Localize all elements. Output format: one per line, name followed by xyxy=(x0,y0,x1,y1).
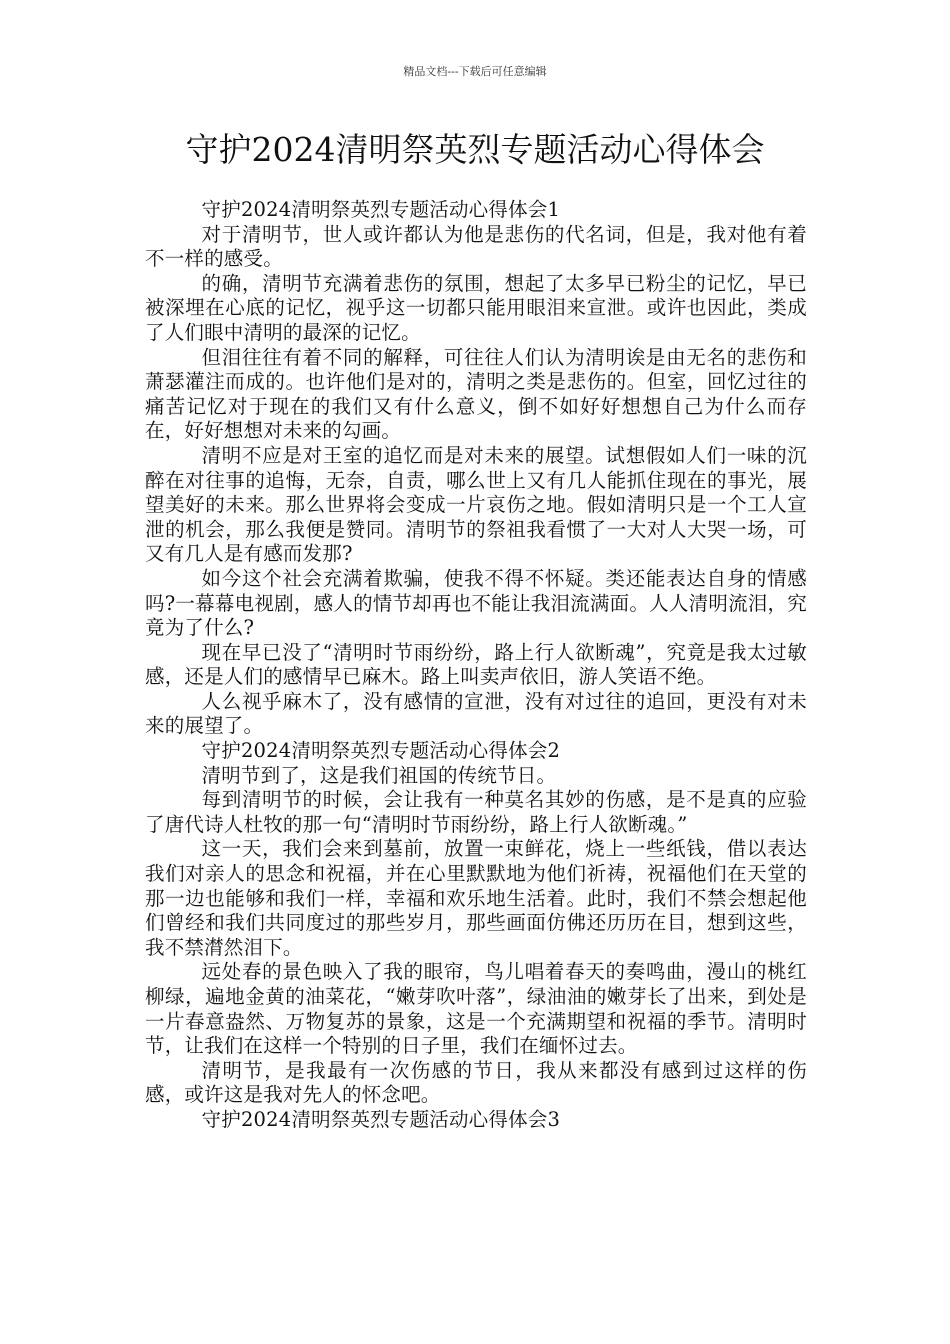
section-heading-1: 守护2024清明祭英烈专题活动心得体会1 xyxy=(201,198,561,221)
paragraph: 如今这个社会充满着欺骗，使我不得不怀疑。类还能表达自身的情感吗?一幕幕电视剧，感人的情节却再也不能让我泪流满面。人人清明流泪，究竟为了什么? xyxy=(145,566,807,640)
section-heading-2: 守护2024清明祭英烈专题活动心得体会2 xyxy=(201,739,561,763)
paragraph: 清明节到了，这是我们祖国的传统节日。 xyxy=(201,763,557,787)
paragraph: 人么视乎麻木了，没有感情的宣泄，没有对过往的追回，更没有对未来的展望了。 xyxy=(145,689,807,738)
paragraph: 清明不应是对王室的追忆而是对未来的展望。试想假如人们一味的沉醉在对往事的追悔，无奈，自责，哪么世上又有几人能抓住现在的事光，展望美好的未来。那么世界将会变成一片哀伤之地。假如清明只是一个工人宣泄的机会，那么我便是赞同。清明节的祭祖我看惯了一大对人大哭一场，可又有几人是有感而发那? xyxy=(145,443,807,566)
paragraph: 但泪往往有着不同的解释，可往往人们认为清明诶是由无名的悲伤和萧瑟灌注而成的。也许他们是对的，清明之类是悲伤的。但室，回忆过往的痛苦记忆对于现在的我们又有什么意义，倒不如好好想想自己为什么而存在，好好想想对未来的勾画。 xyxy=(145,345,807,443)
paragraph: 对于清明节，世人或许都认为他是悲伤的代名词，但是，我对他有着不一样的感受。 xyxy=(145,222,807,271)
section-heading-3: 守护2024清明祭英烈专题活动心得体会3 xyxy=(201,1107,561,1131)
paragraph: 现在早已没了“清明时节雨纷纷，路上行人欲断魂”，究竟是我太过敏感，还是人们的感情早已麻木。路上叫卖声依旧，游人笑语不绝。 xyxy=(145,640,807,689)
paragraph: 清明节，是我最有一次伤感的节日，我从来都没有感到过这样的伤感，或许这是我对先人的怀念吧。 xyxy=(145,1058,807,1107)
paragraph: 每到清明节的时候，会让我有一种莫名其妙的伤感，是不是真的应验了唐代诗人杜牧的那一句“清明时节雨纷纷，路上行人欲断魂。” xyxy=(145,788,807,836)
page-header-note: 精品文档---下载后可任意编辑 xyxy=(403,65,547,78)
document-title: 守护2024清明祭英烈专题活动心得体会 xyxy=(185,130,765,169)
document-body xyxy=(145,198,807,1133)
paragraph: 这一天，我们会来到墓前，放置一束鲜花，烧上一些纸钱，借以表达我们对亲人的思念和祝福，并在心里默默地为他们祈祷，祝福他们在天堂的那一边也能够和我们一样，幸福和欢乐地生活着。此时，我们不禁会想起他们曾经和我们共同度过的那些岁月，那些画面仿佛还历历在目，想到这些，我不禁潸然泪下。 xyxy=(145,837,807,959)
paragraph: 的确，清明节充满着悲伤的氛围，想起了太多早已粉尘的记忆，早已被深埋在心底的记忆，视乎这一切都只能用眼泪来宣泄。或许也因此，类成了人们眼中清明的最深的记忆。 xyxy=(145,271,807,344)
paragraph: 远处春的景色映入了我的眼帘，鸟儿唱着春天的奏鸣曲，漫山的桃红柳绿，遍地金黄的油菜花，“嫩芽吹叶落”，绿油油的嫩芽长了出来，到处是一片春意盎然、万物复苏的景象，这是一个充满期望和祝福的季节。清明时节，让我们在这样一个特别的日子里，我们在缅怀过去。 xyxy=(145,960,807,1058)
